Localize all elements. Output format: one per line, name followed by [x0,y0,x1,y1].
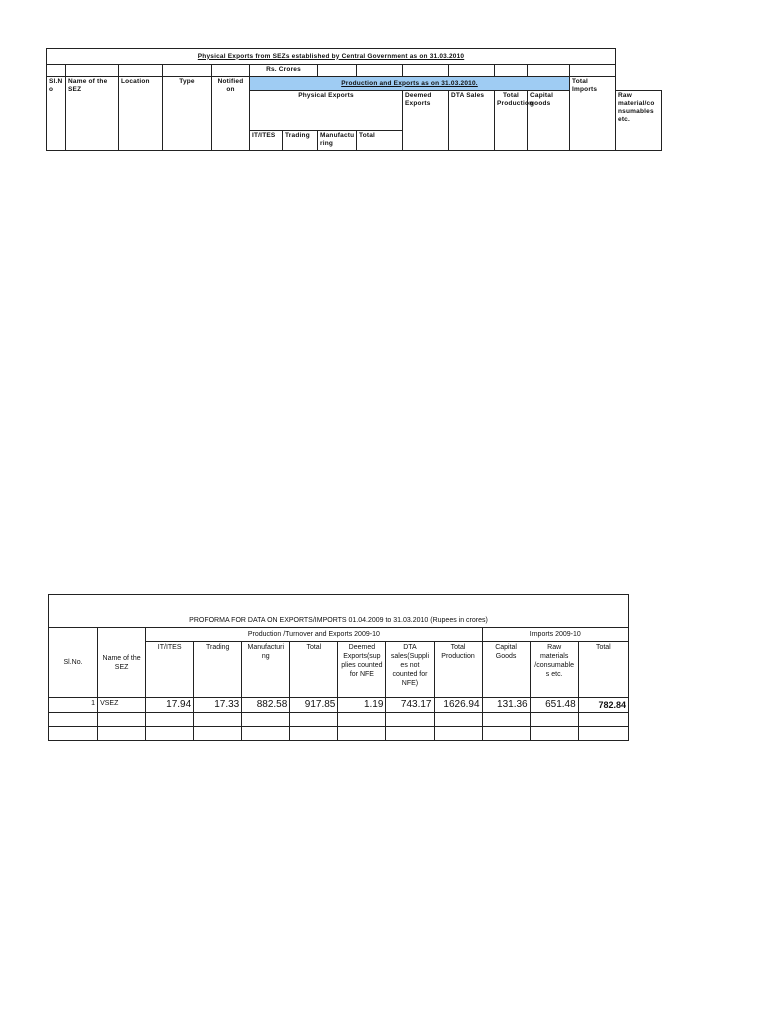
physical-exports-table [46,48,662,151]
table1-unit-row [47,65,662,77]
row-capital: 131.36 [482,698,530,713]
table2-group-row [49,628,629,642]
t2-group-production: Production /Turnover and Exports 2009-10 [146,628,482,642]
row-it-ites: 17.94 [146,698,194,713]
t2-header-slno: Sl.No. [49,628,98,698]
header-notified: Notified on [212,77,250,151]
table1-unit: Rs. Crores [250,65,318,77]
t2-header-name: Name of the SEZ [98,628,146,698]
table-row [49,698,629,713]
row-deemed: 1.19 [338,698,386,713]
row-total: 917.85 [290,698,338,713]
t2-header-total: Total [290,642,338,698]
row-trading: 17.33 [194,698,242,713]
header-it-ites: IT/ITES [250,131,283,151]
header-raw-material: Raw material/co nsumables etc. [616,91,662,151]
table-row-empty [49,727,629,741]
header-manufacturing: Manufactu ring [318,131,357,151]
table1-title: Physical Exports from SEZs established by Central Government as on 31.03.2010 [47,49,616,65]
header-physical-exports: Physical Exports [250,91,403,131]
t2-header-manufacturing: Manufacturi ng [242,642,290,698]
header-name: Name of the SEZ [66,77,119,151]
header-type: Type [163,77,212,151]
t2-header-total-production: Total Production [434,642,482,698]
row-total-production: 1626.94 [434,698,482,713]
t2-header-capital: Capital Goods [482,642,530,698]
proforma-exports-imports-table [48,594,629,741]
table1-title-row [47,49,662,65]
header-deemed-exports: Deemed Exports [403,91,449,151]
header-location: Location [119,77,163,151]
header-dta-sales: DTA Sales [449,91,495,151]
header-total: Total [357,131,403,151]
header-production-exports: Production and Exports as on 31.03.2010. [250,77,570,91]
table1-header-row [47,77,662,91]
t2-group-imports: Imports 2009-10 [482,628,628,642]
header-slno: Sl.N o [47,77,66,151]
t2-header-deemed: Deemed Exports(sup plies counted for NFE [338,642,386,698]
header-capital-goods: Capital goods [528,91,570,151]
header-total-production: Total Production [495,91,528,151]
t2-header-it-ites: IT/ITES [146,642,194,698]
row-slno: 1 [49,698,98,713]
t2-header-dta: DTA sales(Suppli es not counted for NFE) [386,642,434,698]
row-name: VSEZ [98,698,146,713]
table2-title: PROFORMA FOR DATA ON EXPORTS/IMPORTS 01.04.2009 to 31.03.2010 (Rupees in crores) [49,595,629,628]
row-dta: 743.17 [386,698,434,713]
row-raw: 651.48 [530,698,578,713]
t2-header-trading: Trading [194,642,242,698]
t2-header-raw: Raw materials /consumable s etc. [530,642,578,698]
t2-header-imports-total: Total [578,642,628,698]
table-row-empty [49,713,629,727]
header-trading: Trading [283,131,318,151]
header-total-imports: Total Imports [570,77,616,151]
table2-title-row [49,595,629,628]
row-manufacturing: 882.58 [242,698,290,713]
row-imports-total: 782.84 [578,698,628,713]
